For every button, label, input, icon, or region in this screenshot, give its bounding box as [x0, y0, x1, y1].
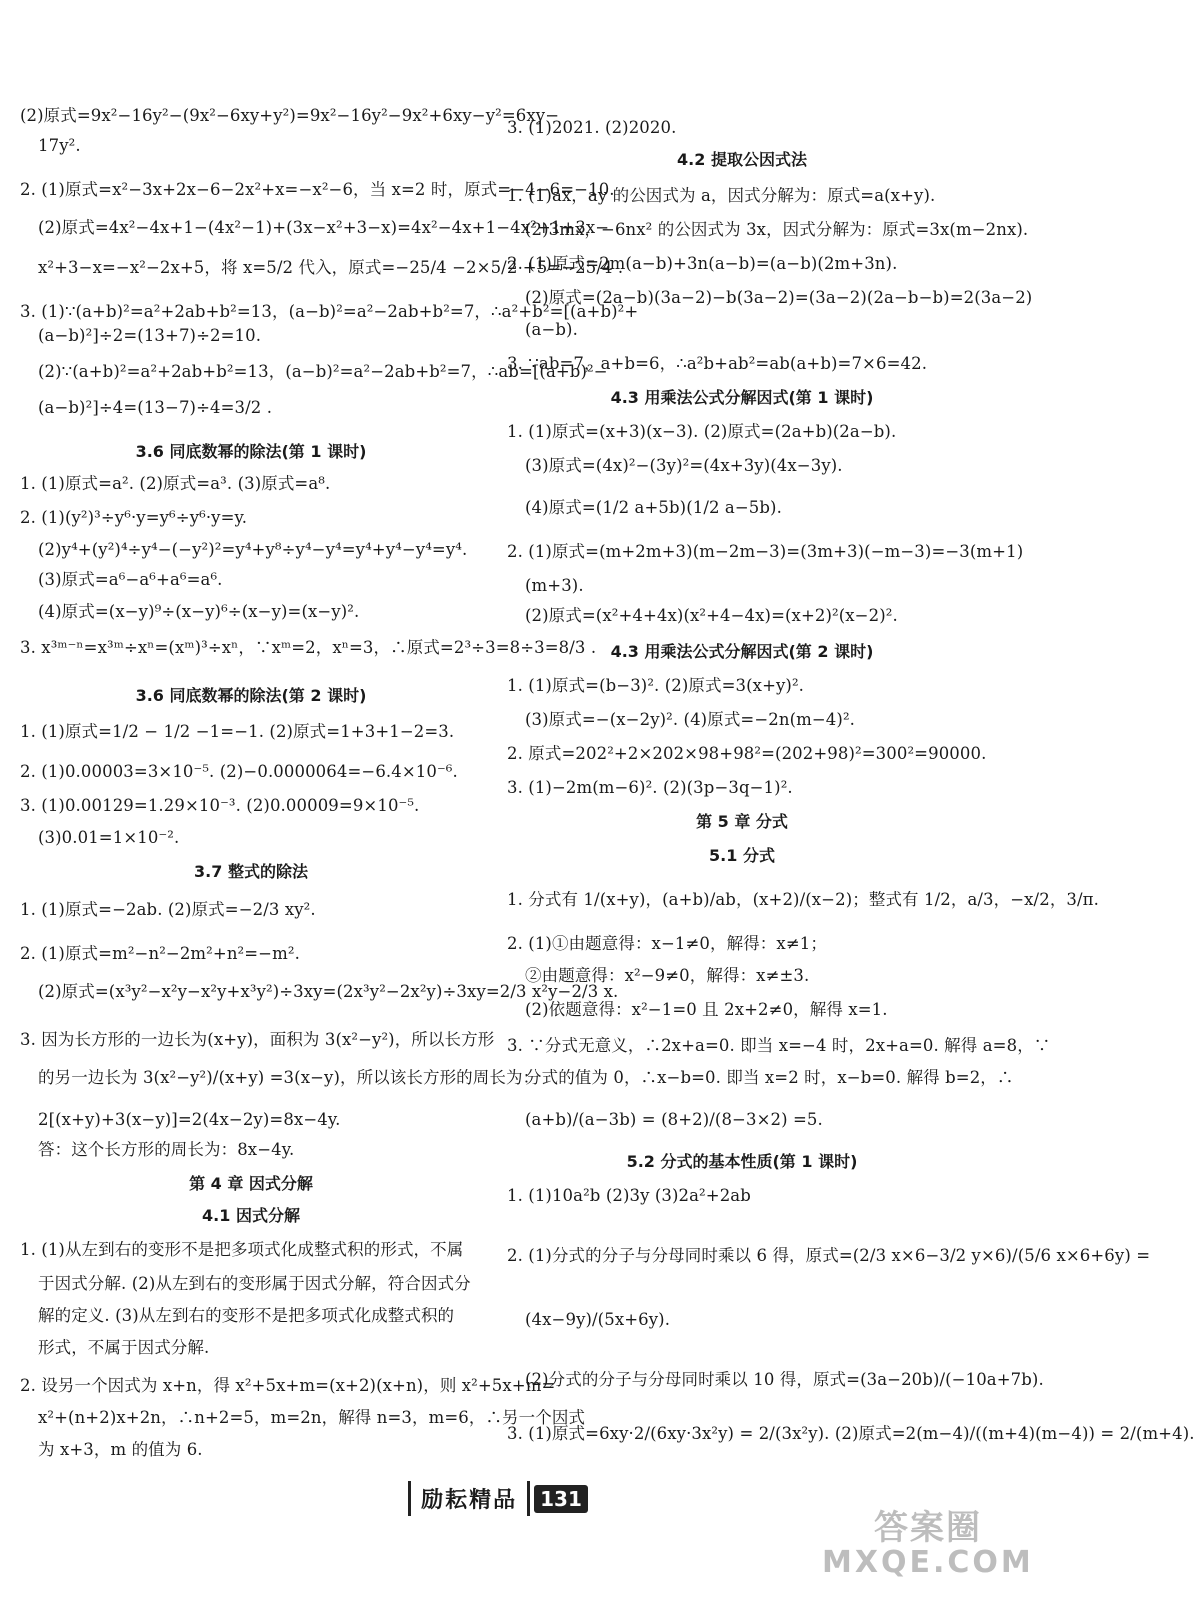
answer-line: x²+(n+2)x+2n，∴n+2=5，m=2n，解得 n=3，m=6，∴另一个因式 [38, 1408, 586, 1427]
answer-line: (a−b)²]÷4=(13−7)÷4=3/2 . [38, 398, 273, 417]
answer-line: 3. (1)原式=6xy·2/(6xy·3x²y) = 2/(3x²y). (2)原式=2(m−4)/((m+4)(m−4)) = 2/(m+4). [507, 1424, 1195, 1443]
watermark [822, 1500, 1034, 1580]
answer-line: 3. (1)2021. (2)2020. [507, 118, 677, 137]
answer-line: 3. ∵分式无意义，∴2x+a=0. 即当 x=−4 时，2x+a=0. 解得 a=8，∵ [507, 1036, 1051, 1055]
answer-line: 分式的值为 0，∴x−b=0. 即当 x=2 时，x−b=0. 解得 b=2，∴ [525, 1068, 1014, 1087]
answer-line: 3. (1)−2m(m−6)². (2)(3p−3q−1)². [507, 778, 793, 797]
answer-line: (3)原式=a⁶−a⁶+a⁶=a⁶. [38, 570, 223, 589]
answer-line: (4)原式=(x−y)⁹÷(x−y)⁶÷(x−y)=(x−y)². [38, 602, 360, 621]
answer-line: 2. (1)(y²)³÷y⁶·y=y⁶÷y⁶·y=y. [20, 508, 248, 527]
answer-line: 1. (1)原式=a². (2)原式=a³. (3)原式=a⁸. [20, 474, 331, 493]
section-heading: 3.7 整式的除法 [194, 862, 308, 881]
answer-line: (2)原式=4x²−4x+1−(4x²−1)+(3x−x²+3−x)=4x²−4x+1−4x²+1+3x− [38, 218, 610, 237]
answer-line: 3. 因为长方形的一边长为(x+y)，面积为 3(x²−y²)，所以长方形 [20, 1030, 495, 1049]
answer-line: 1. (1)原式=(b−3)². (2)原式=3(x+y)². [507, 676, 805, 695]
section-heading: 5.2 分式的基本性质(第 1 课时) [626, 1152, 858, 1171]
answer-line: 2. (1)原式=x²−3x+2x−6−2x²+x=−x²−6，当 x=2 时，原式=−4−6=−10. [20, 180, 615, 199]
section-heading: 5.1 分式 [709, 846, 775, 865]
answer-line: 1. 分式有 1/(x+y)，(a+b)/ab，(x+2)/(x−2)；整式有 1/2，a/3，−x/2，3/π. [507, 890, 1099, 909]
answer-line: 2. (1)原式=2m(a−b)+3n(a−b)=(a−b)(2m+3n). [507, 254, 898, 273]
section-heading: 3.6 同底数幂的除法(第 2 课时) [135, 686, 367, 705]
answer-line: 2. (1)0.00003=3×10⁻⁵. (2)−0.0000064=−6.4×10⁻⁶. [20, 762, 458, 781]
answer-line: 2. (1)原式=(m+2m+3)(m−2m−3)=(3m+3)(−m−3)=−3(m+1) [507, 542, 1024, 561]
answer-line: 2. (1)原式=m²−n²−2m²+n²=−m². [20, 944, 300, 963]
answer-line: (2)3mx，−6nx² 的公因式为 3x，因式分解为：原式=3x(m−2nx). [525, 220, 1029, 239]
section-heading: 4.3 用乘法公式分解因式(第 2 课时) [610, 642, 874, 661]
answer-line: (a−b)²]÷2=(13+7)÷2=10. [38, 326, 262, 345]
answer-line: (3)原式=−(x−2y)². (4)原式=−2n(m−4)². [525, 710, 856, 729]
answer-line: 1. (1)原式=1/2 − 1/2 −1=−1. (2)原式=1+3+1−2=3. [20, 722, 455, 741]
answer-line: x²+3−x=−x²−2x+5，将 x=5/2 代入，原式=−25/4 −2×5/2 +5=−25/4 . [38, 258, 624, 277]
answer-line: (2)原式=(x²+4+4x)(x²+4−4x)=(x+2)²(x−2)². [525, 606, 898, 625]
chapter-heading: 第 5 章 分式 [696, 812, 788, 831]
answer-line: 解的定义. (3)从左到右的变形不是把多项式化成整式积的 [38, 1306, 455, 1325]
answer-line: (2)分式的分子与分母同时乘以 10 得，原式=(3a−20b)/(−10a+7b). [525, 1370, 1044, 1389]
answer-line: (2)依题意得：x²−1=0 且 2x+2≠0，解得 x=1. [525, 1000, 888, 1019]
answer-line: 形式，不属于因式分解. [38, 1338, 210, 1357]
answer-line: 答：这个长方形的周长为：8x−4y. [38, 1140, 295, 1159]
section-heading: 4.1 因式分解 [202, 1206, 300, 1225]
answer-line: (2)y⁴+(y²)⁴÷y⁴−(−y²)²=y⁴+y⁸÷y⁴−y⁴=y⁴+y⁴−y⁴=y⁴. [38, 540, 468, 559]
answer-line: 于因式分解. (2)从左到右的变形属于因式分解，符合因式分 [38, 1274, 471, 1293]
answer-line: 的另一边长为 3(x²−y²)/(x+y) =3(x−y)，所以该长方形的周长为： [38, 1068, 540, 1087]
answer-line: (2)原式=(2a−b)(3a−2)−b(3a−2)=(3a−2)(2a−b−b)=2(3a−2) [525, 288, 1033, 307]
answer-line: 1. (1)原式=−2ab. (2)原式=−2/3 xy². [20, 900, 316, 919]
answer-line: (2)原式=9x²−16y²−(9x²−6xy+y²)=9x²−16y²−9x²+6xy−y²=6xy− [20, 106, 560, 125]
answer-line: (a+b)/(a−3b) = (8+2)/(8−3×2) =5. [525, 1110, 823, 1129]
answer-line: 2. (1)①由题意得：x−1≠0，解得：x≠1； [507, 934, 827, 953]
answer-line: 2. 原式=202²+2×202×98+98²=(202+98)²=300²=90000. [507, 744, 987, 763]
section-heading: 3.6 同底数幂的除法(第 1 课时) [135, 442, 367, 461]
answer-line: (2)∵(a+b)²=a²+2ab+b²=13，(a−b)²=a²−2ab+b²=7，∴ab=[(a+b)²− [38, 362, 608, 381]
answer-line: (2)原式=(x³y²−x²y−x²y+x³y²)÷3xy=(2x³y²−2x²y)÷3xy=2/3 x²y−2/3 x. [38, 982, 619, 1001]
answer-line: (3)0.01=1×10⁻². [38, 828, 180, 847]
answer-line: (4)原式=(1/2 a+5b)(1/2 a−5b). [525, 498, 782, 517]
answer-line: (a−b). [525, 320, 578, 339]
answer-line: 为 x+3，m 的值为 6. [38, 1440, 203, 1459]
answer-line: 2. (1)分式的分子与分母同时乘以 6 得，原式=(2/3 x×6−3/2 y×6)/(5/6 x×6+6y) = [507, 1246, 1151, 1265]
section-heading: 4.2 提取公因式法 [677, 150, 807, 169]
answer-line: 1. (1)ax，ay 的公因式为 a，因式分解为：原式=a(x+y). [507, 186, 936, 205]
answer-line: 3. x³ᵐ⁻ⁿ=x³ᵐ÷xⁿ=(xᵐ)³÷xⁿ，∵xᵐ=2，xⁿ=3，∴原式=2³÷3=8÷3=8/3 . [20, 638, 597, 657]
answer-line: 3. ∵ab=7，a+b=6，∴a²b+ab²=ab(a+b)=7×6=42. [507, 354, 928, 373]
answer-line: 3. (1)∵(a+b)²=a²+2ab+b²=13，(a−b)²=a²−2ab+b²=7，∴a²+b²=[(a+b)²+ [20, 302, 639, 321]
answer-line: 17y². [38, 136, 81, 155]
page-number: 131 [534, 1485, 588, 1513]
answer-line: 1. (1)10a²b (2)3y (3)2a²+2ab [507, 1186, 751, 1205]
answer-line: (4x−9y)/(5x+6y). [525, 1310, 671, 1329]
chapter-heading: 第 4 章 因式分解 [189, 1174, 313, 1193]
answer-line: 2[(x+y)+3(x−y)]=2(4x−2y)=8x−4y. [38, 1110, 341, 1129]
answer-line: (m+3). [525, 576, 584, 595]
answer-line: 3. (1)0.00129=1.29×10⁻³. (2)0.00009=9×10⁻⁵. [20, 796, 420, 815]
answer-line: 2. 设另一个因式为 x+n，得 x²+5x+m=(x+2)(x+n)，则 x²+5x+m= [20, 1376, 556, 1395]
answer-line: (3)原式=(4x)²−(3y)²=(4x+3y)(4x−3y). [525, 456, 843, 475]
watermark-title: 答案圈 [874, 1508, 982, 1548]
watermark-url: MXQE.COM [822, 1545, 1034, 1580]
brand-logo: 励耘精品 [408, 1481, 530, 1516]
answer-line: 1. (1)从左到右的变形不是把多项式化成整式积的形式，不属 [20, 1240, 464, 1259]
section-heading: 4.3 用乘法公式分解因式(第 1 课时) [610, 388, 874, 407]
answer-line: 1. (1)原式=(x+3)(x−3). (2)原式=(2a+b)(2a−b). [507, 422, 897, 441]
answer-line: ②由题意得：x²−9≠0，解得：x≠±3. [525, 966, 810, 985]
